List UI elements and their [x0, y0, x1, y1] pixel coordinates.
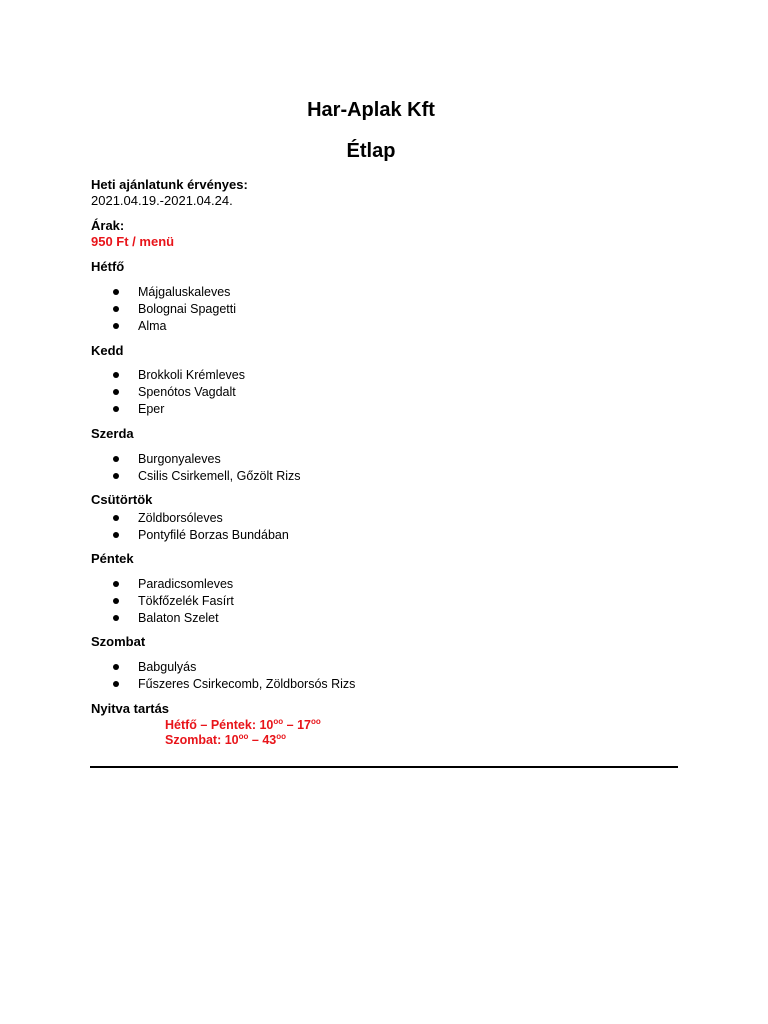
day-monday: [91, 259, 236, 333]
day-tuesday: [91, 343, 245, 416]
horizontal-rule: [90, 766, 678, 768]
dish-list: [113, 510, 613, 544]
bullet-icon: [113, 681, 119, 687]
bullet-icon: [113, 598, 119, 604]
dish-list: [113, 451, 613, 485]
validity-label: Heti ajánlatunk érvényes:: [91, 177, 248, 192]
bullet-icon: [113, 615, 119, 621]
day-name: Csütörtök: [91, 492, 153, 507]
bullet-icon: [113, 515, 119, 521]
day-name: Szerda: [91, 426, 134, 441]
opening-hours: [165, 718, 321, 748]
bullet-icon: [113, 389, 119, 395]
list-item: Balaton Szelet: [113, 610, 613, 627]
bullet-icon: [113, 323, 119, 329]
day-thursday: [91, 492, 289, 542]
dish-list: [113, 284, 613, 335]
list-item: Burgonyaleves: [113, 451, 613, 468]
list-item: Bolognai Spagetti: [113, 301, 613, 318]
day-friday: [91, 551, 234, 625]
validity-section: [91, 177, 248, 209]
weekday-hours: Hétfő – Péntek: $10^{oo} - 17^{oo}$: [165, 717, 321, 732]
list-item: Csilis Csirkemell, Gőzölt Rizs: [113, 468, 613, 485]
list-item: Eper: [113, 401, 613, 418]
opening-label: Nyitva tartás: [91, 701, 170, 716]
day-name: Hétfő: [91, 259, 125, 274]
list-item: Fűszeres Csirkecomb, Zöldborsós Rizs: [113, 676, 613, 693]
day-saturday: [91, 634, 356, 691]
day-name: Péntek: [91, 551, 134, 566]
price-value: 950 Ft / menü: [91, 234, 175, 249]
prices-label: Árak:: [91, 218, 125, 233]
day-name: Szombat: [91, 634, 146, 649]
list-item: Spenótos Vagdalt: [113, 384, 613, 401]
dish-list: [113, 367, 613, 418]
list-item: Alma: [113, 318, 613, 335]
bullet-icon: [113, 581, 119, 587]
bullet-icon: [113, 406, 119, 412]
page-title: Étlap: [346, 140, 396, 162]
validity-dates: 2021.04.19.-2021.04.24.: [91, 193, 233, 208]
dish-list: [113, 659, 613, 693]
bullet-icon: [113, 289, 119, 295]
dish-list: [113, 576, 613, 627]
bullet-icon: [113, 532, 119, 538]
prices-section: [91, 218, 174, 250]
bullet-icon: [113, 456, 119, 462]
list-item: Májgaluskaleves: [113, 284, 613, 301]
list-item: Babgulyás: [113, 659, 613, 676]
day-name: Kedd: [91, 343, 124, 358]
company-name: Har-Aplak Kft: [307, 99, 435, 121]
day-wednesday: [91, 426, 301, 483]
list-item: Tökfőzelék Fasírt: [113, 593, 613, 610]
saturday-hours: Szombat: $10^{oo} - 43^{oo}$: [165, 732, 287, 747]
bullet-icon: [113, 372, 119, 378]
list-item: Brokkoli Krémleves: [113, 367, 613, 384]
opening-section: [91, 701, 169, 717]
list-item: Pontyfilé Borzas Bundában: [113, 527, 613, 544]
bullet-icon: [113, 473, 119, 479]
list-item: Paradicsomleves: [113, 576, 613, 593]
bullet-icon: [113, 306, 119, 312]
bullet-icon: [113, 664, 119, 670]
list-item: Zöldborsóleves: [113, 510, 613, 527]
